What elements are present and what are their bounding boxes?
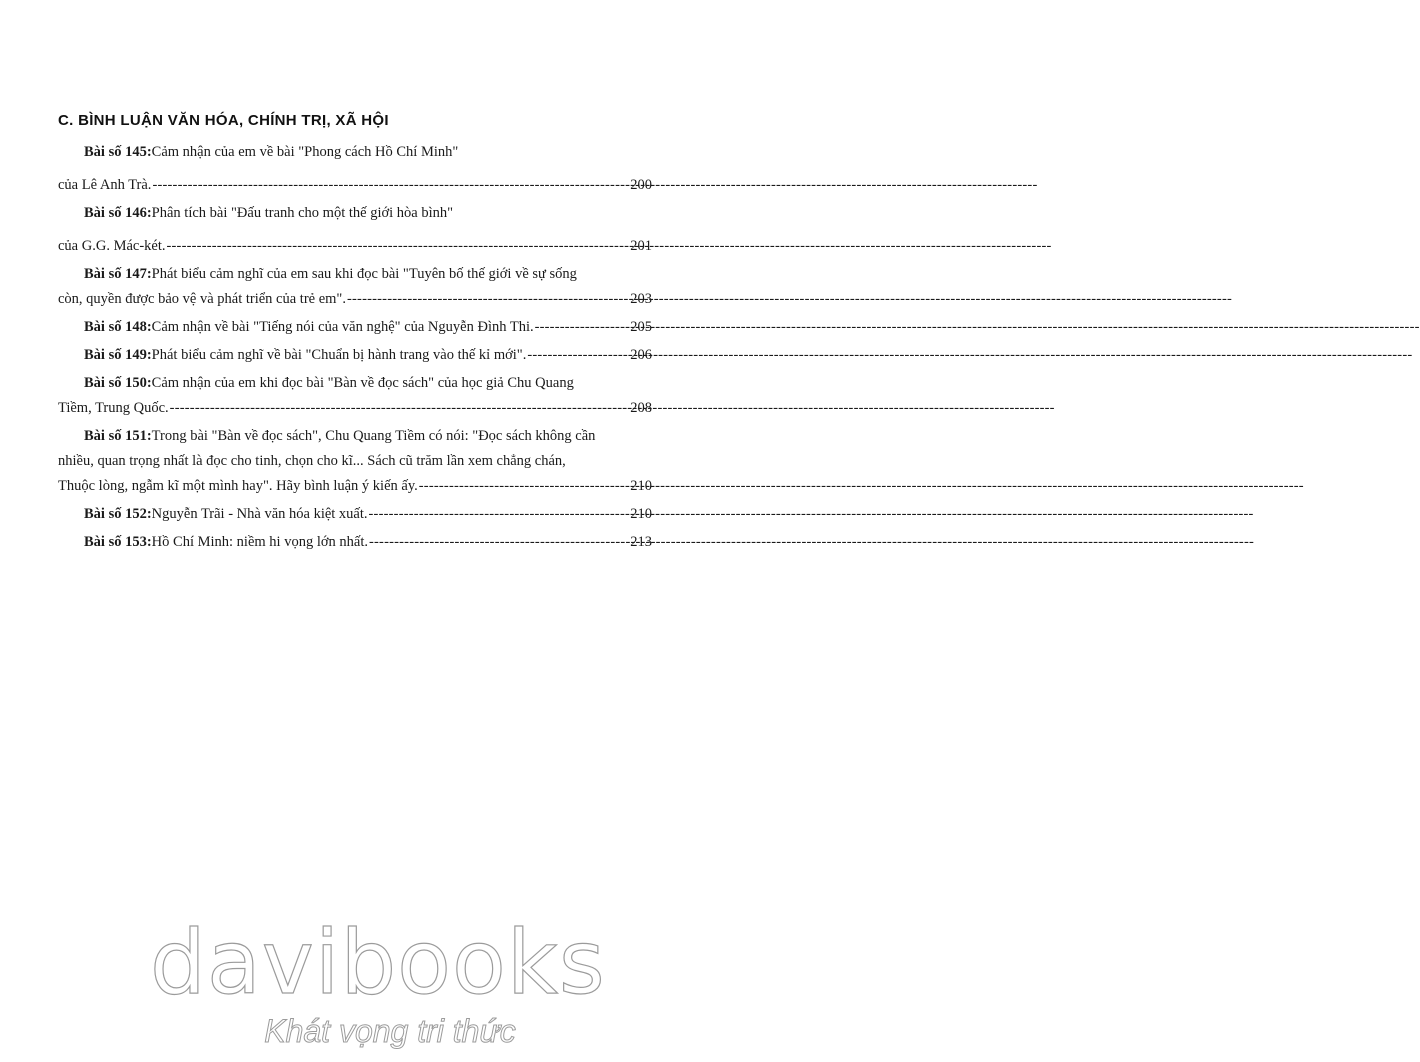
toc-entry-145[interactable] [58, 140, 652, 198]
toc-entry-153[interactable] [58, 530, 652, 555]
page-number: 206 [630, 347, 652, 363]
dot-leader [167, 234, 630, 259]
toc-entry-line [58, 449, 652, 474]
page-number: 203 [630, 291, 652, 307]
entry-title-continued: Thuộc lòng, ngẫm kĩ một mình hay". Hãy bình luận ý kiến ấy. [58, 478, 418, 494]
entry-title-continued: của Lê Anh Trà. [58, 177, 152, 193]
entry-title: Hồ Chí Minh: niềm hi vọng lớn nhất. [151, 534, 368, 550]
section-heading: C. BÌNH LUẬN VĂN HÓA, CHÍNH TRỊ, XÃ HỘI [58, 112, 389, 129]
dot-leader [152, 173, 629, 198]
publisher-watermark [150, 911, 606, 1049]
page-number: 210 [630, 506, 652, 522]
toc-entry-line [58, 502, 652, 527]
toc-entry-146[interactable] [58, 201, 652, 259]
entry-label: Bài số 150: [84, 375, 152, 391]
entry-label: Bài số 148: [84, 319, 152, 335]
toc-entry-line [58, 315, 652, 340]
document-page [0, 0, 700, 1062]
entry-title: Nguyễn Trãi - Nhà văn hóa kiệt xuất. [151, 506, 368, 522]
toc-entry-line [58, 262, 652, 287]
entry-label: Bài số 147: [84, 266, 152, 282]
toc-entry-149[interactable] [58, 343, 652, 368]
toc-entry-line [58, 173, 652, 198]
toc-entry-line [58, 287, 652, 312]
entry-title: Phân tích bài "Đấu tranh cho một thế giới hòa bình" [151, 205, 454, 221]
toc-entry-147[interactable] [58, 262, 652, 312]
entry-title-continued: còn, quyền được bảo vệ và phát triển của trẻ em". [58, 291, 346, 307]
entry-title: Phát biểu cảm nghĩ về bài "Chuẩn bị hành trang vào thế kỉ mới". [151, 347, 527, 363]
entry-title: Cảm nhận của em khi đọc bài "Bàn về đọc sách" của học giả Chu Quang [151, 375, 574, 391]
toc-entry-152[interactable] [58, 502, 652, 527]
toc-entry-line [58, 371, 652, 396]
toc-entry-148[interactable] [58, 315, 652, 340]
page-number: 208 [630, 400, 652, 416]
toc-entry-line [58, 343, 652, 368]
entry-title: Cảm nhận của em về bài "Phong cách Hồ Chí Minh" [151, 144, 459, 160]
entry-label: Bài số 153: [84, 534, 152, 550]
page-number: 200 [630, 177, 652, 193]
dot-leader [347, 287, 629, 312]
dot-leader [419, 474, 629, 499]
dot-leader [369, 502, 630, 527]
toc-entry-line [58, 474, 652, 499]
entry-label: Bài số 145: [84, 144, 152, 160]
dot-leader [535, 315, 630, 340]
watermark-tagline: Khát vọng tri thức [264, 1013, 516, 1049]
entry-title: Phát biểu cảm nghĩ của em sau khi đọc bài "Tuyên bố thế giới về sự sống [151, 266, 577, 282]
dot-leader [369, 530, 629, 555]
entry-label: Bài số 151: [84, 428, 152, 444]
toc-entry-150[interactable] [58, 371, 652, 421]
entry-label: Bài số 146: [84, 205, 152, 221]
toc-entry-line [58, 396, 652, 421]
toc-entry-line [58, 234, 652, 259]
toc-entry-line [58, 201, 652, 226]
entry-title: Trong bài "Bàn về đọc sách", Chu Quang Tiềm có nói: "Đọc sách không cần [151, 428, 596, 444]
toc-entry-151[interactable] [58, 424, 652, 499]
entry-title: Cảm nhận về bài "Tiếng nói của văn nghệ" của Nguyễn Đình Thi. [151, 319, 534, 335]
dot-leader [527, 343, 629, 368]
entry-title-continued: nhiều, quan trọng nhất là đọc cho tinh, chọn cho kĩ... Sách cũ trăm lần xem chẳng chán, [58, 453, 566, 469]
table-of-contents [58, 140, 652, 558]
watermark-logo: davibooks [150, 911, 606, 1014]
page-number: 210 [630, 478, 652, 494]
entry-label: Bài số 149: [84, 347, 152, 363]
entry-title-continued: của G.G. Mác-két. [58, 238, 166, 254]
entry-title-continued: Tiềm, Trung Quốc. [58, 400, 169, 416]
toc-entry-line [58, 530, 652, 555]
toc-entry-line [58, 140, 652, 165]
dot-leader [170, 396, 630, 421]
entry-label: Bài số 152: [84, 506, 152, 522]
page-number: 205 [630, 319, 652, 335]
toc-entry-line [58, 424, 652, 449]
page-number: 201 [630, 238, 652, 254]
page-number: 213 [630, 534, 652, 550]
